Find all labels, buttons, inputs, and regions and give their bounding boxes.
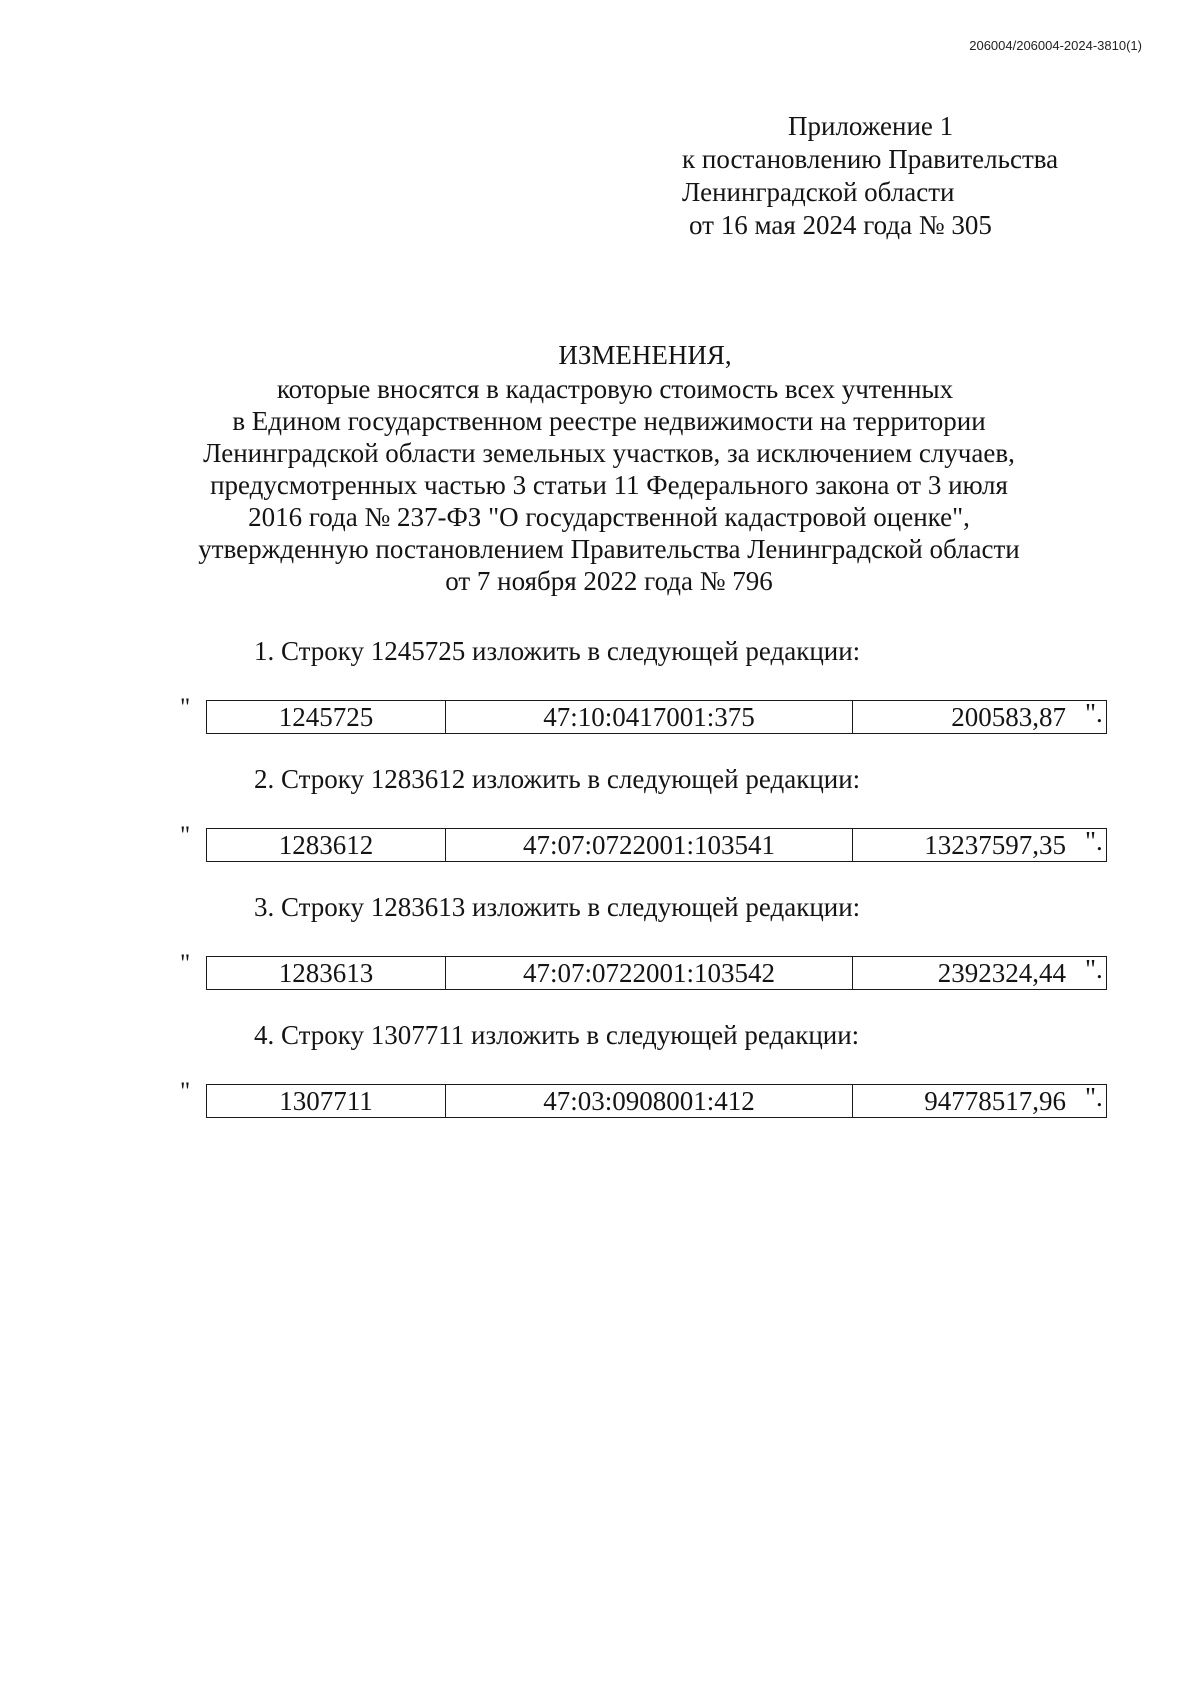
document-id: 206004/206004-2024-3810(1) — [969, 38, 1142, 53]
amendment-row-table — [206, 828, 1107, 862]
heading-line: которые вносятся в кадастровую стоимость всех учтенных — [276, 374, 954, 404]
table-row — [207, 701, 1107, 734]
amendment-instruction: 3. Строку 1283613 изложить в следующей редакции: — [254, 892, 861, 922]
closing-quote: ". — [1085, 1082, 1103, 1112]
amendment-row-table — [206, 956, 1107, 990]
cadastral-value-cell: 2392324,44 — [853, 957, 1107, 990]
row-number-cell: 1283613 — [207, 957, 446, 990]
cadastral-value-cell: 13237597,35 — [853, 829, 1107, 862]
heading-line: от 7 ноября 2022 года № 796 — [445, 566, 773, 596]
amendment-row-table — [206, 700, 1107, 734]
cadastral-number-cell: 47:07:0722001:103541 — [446, 829, 853, 862]
table-row — [207, 957, 1107, 990]
amendment-instruction: 2. Строку 1283612 изложить в следующей редакции: — [254, 764, 861, 794]
closing-quote: ". — [1085, 954, 1103, 984]
opening-quote: " — [180, 822, 191, 849]
opening-quote: " — [180, 694, 191, 721]
heading-line: 2016 года № 237-ФЗ "О государственной кадастровой оценке", — [248, 502, 970, 532]
amendment-instruction: 1. Строку 1245725 изложить в следующей редакции: — [254, 636, 861, 666]
heading-line: утвержденную постановлением Правительства Ленинградской области — [198, 534, 1020, 564]
cadastral-value-cell: 94778517,96 — [853, 1085, 1107, 1118]
heading-line: предусмотренных частью 3 статьи 11 Федерального закона от 3 июля — [210, 470, 1008, 500]
appendix-reference — [682, 110, 1058, 242]
row-number-cell: 1307711 — [207, 1085, 446, 1118]
appendix-line: Приложение 1 — [788, 111, 954, 141]
row-number-cell: 1245725 — [207, 701, 446, 734]
opening-quote: " — [180, 1078, 191, 1105]
cadastral-value-cell: 200583,87 — [853, 701, 1107, 734]
amendment-row-table — [206, 1084, 1107, 1118]
appendix-line: к постановлению Правительства — [682, 144, 1059, 174]
document-heading — [0, 337, 1200, 597]
heading-line: Ленинградской области земельных участков, за исключением случаев, — [203, 438, 1015, 468]
row-number-cell: 1283612 — [207, 829, 446, 862]
heading-line: в Едином государственном реестре недвижимости на территории — [232, 406, 986, 436]
cadastral-number-cell: 47:03:0908001:412 — [446, 1085, 853, 1118]
heading-body — [0, 373, 1200, 597]
table-row — [207, 1085, 1107, 1118]
table-row — [207, 829, 1107, 862]
opening-quote: " — [180, 950, 191, 977]
closing-quote: ". — [1085, 826, 1103, 856]
cadastral-number-cell: 47:10:0417001:375 — [446, 701, 853, 734]
heading-title: ИЗМЕНЕНИЯ, — [558, 340, 732, 370]
amendment-instruction: 4. Строку 1307711 изложить в следующей редакции: — [254, 1020, 860, 1050]
cadastral-number-cell: 47:07:0722001:103542 — [446, 957, 853, 990]
appendix-line: от 16 мая 2024 года № 305 — [689, 210, 992, 240]
closing-quote: ". — [1085, 698, 1103, 728]
appendix-line: Ленинградской области — [682, 177, 955, 207]
